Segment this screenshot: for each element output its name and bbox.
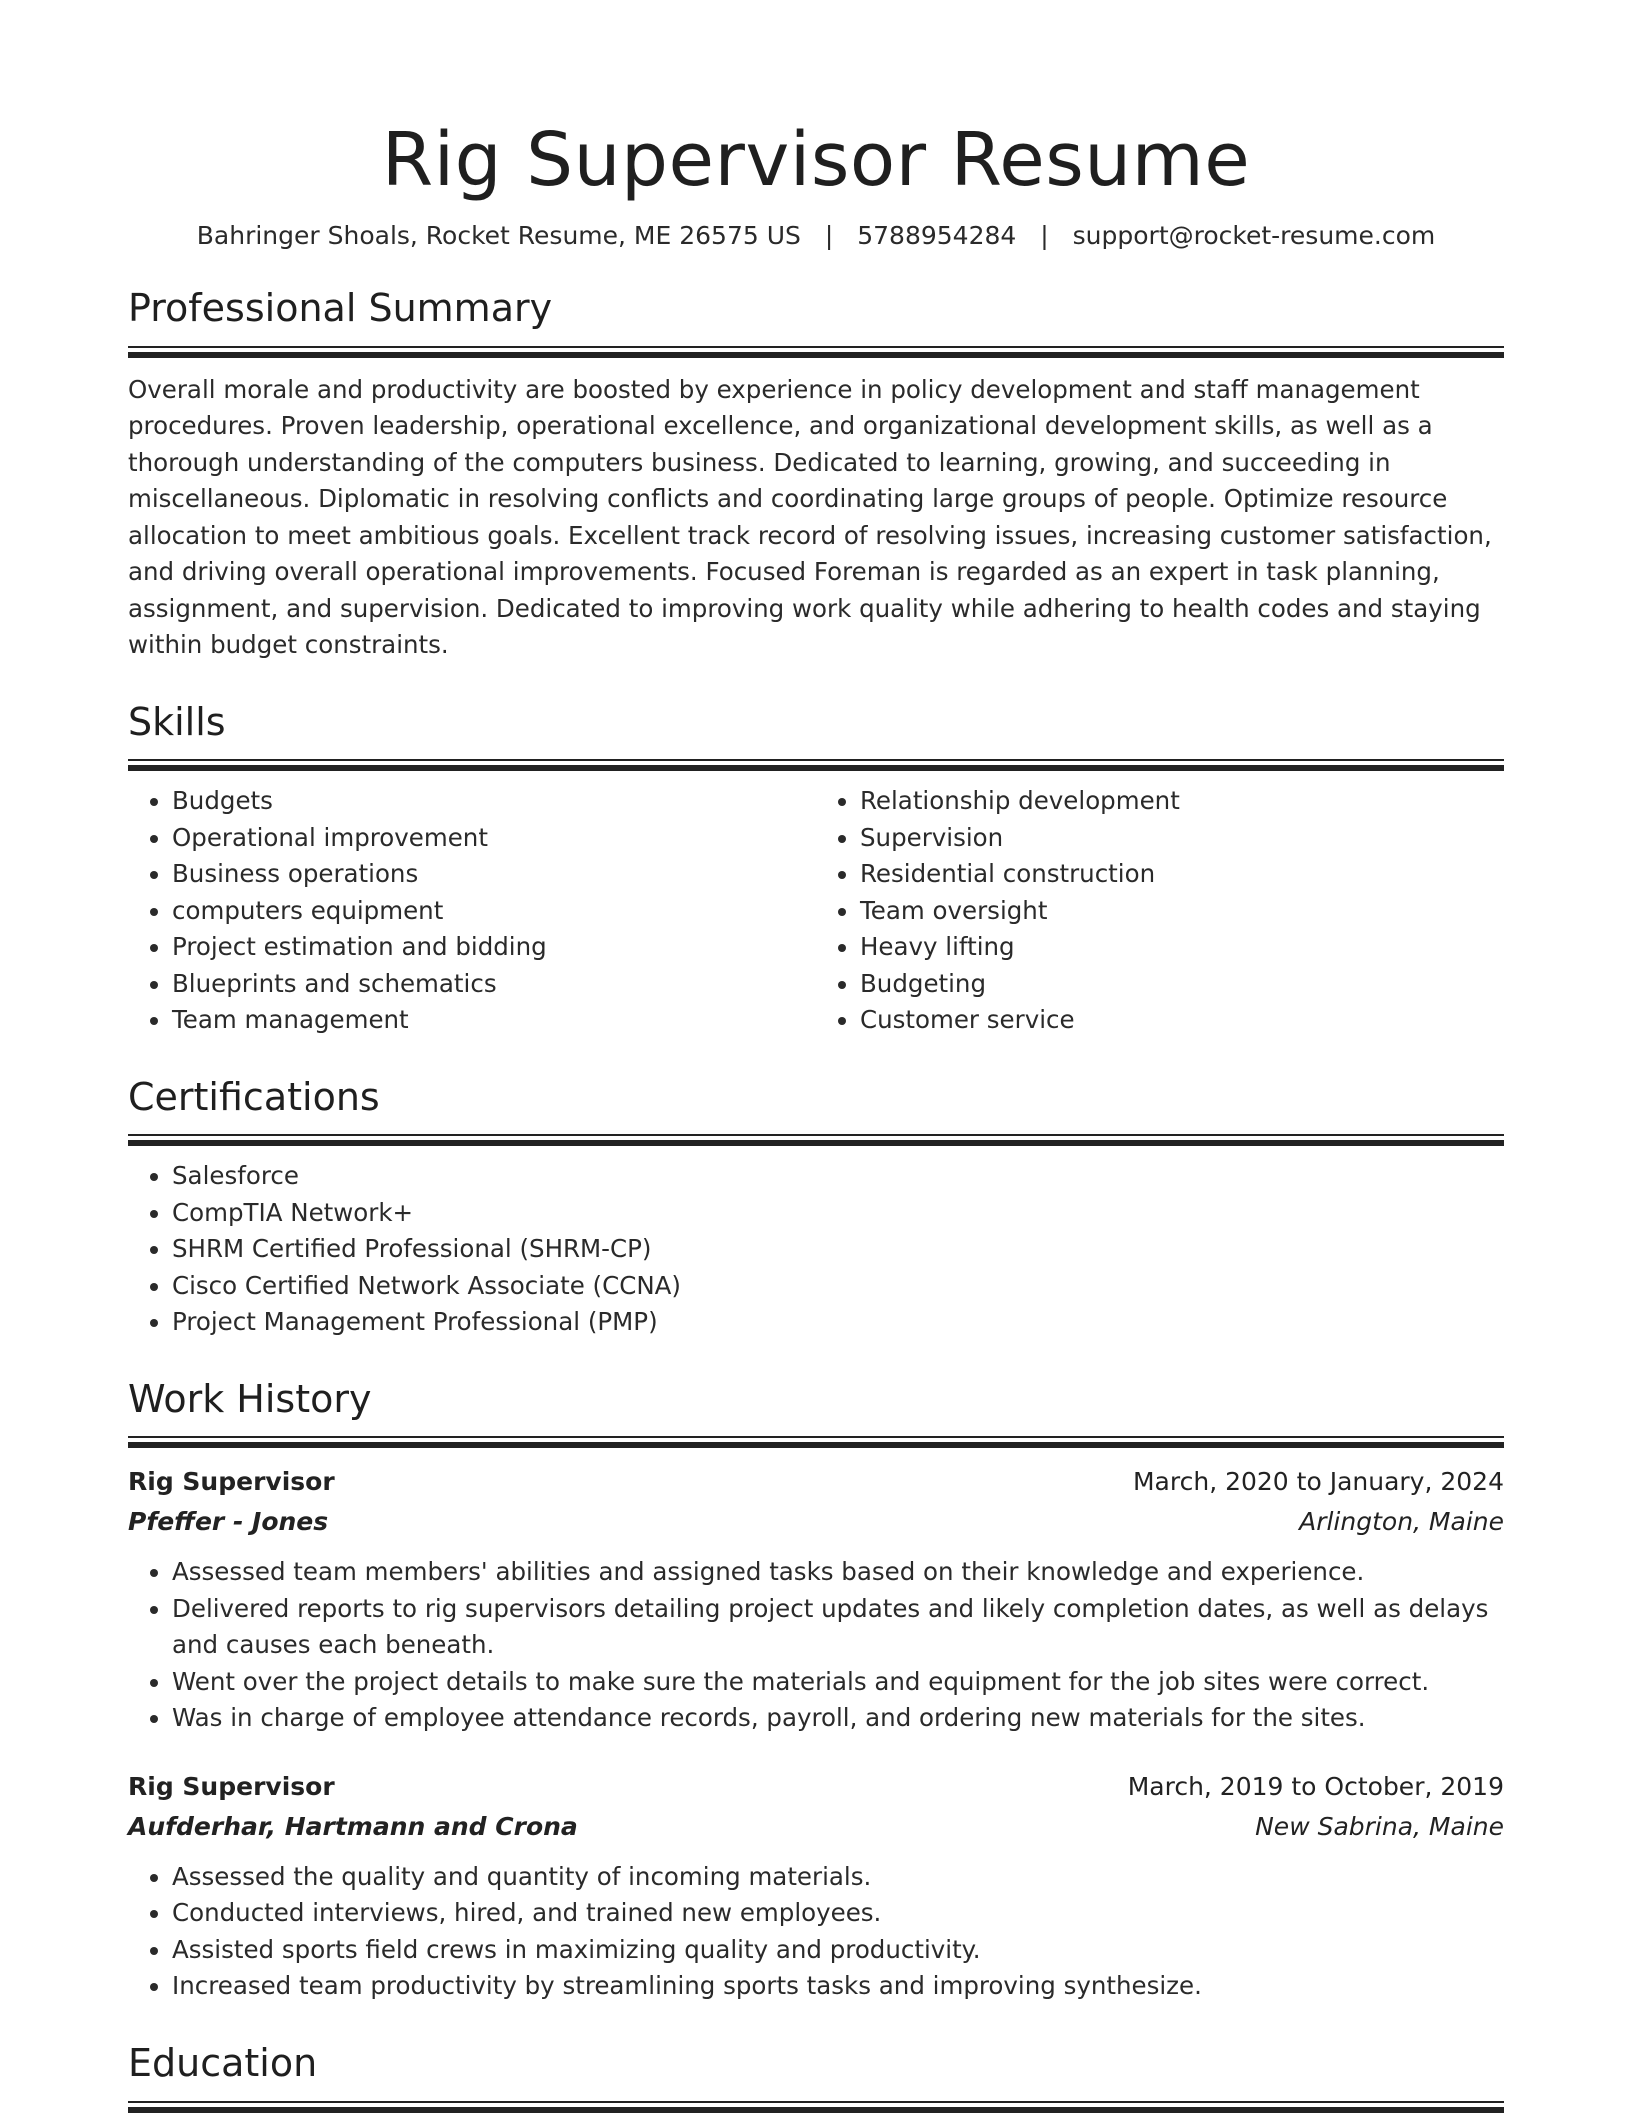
job-location: New Sabrina, Maine — [1255, 1811, 1504, 1841]
certification-item: • Project Management Professional (PMP) — [172, 1304, 1504, 1341]
certifications-list — [128, 1158, 1504, 1341]
skill-item: • computers equipment — [172, 893, 816, 930]
section-divider — [128, 1134, 1504, 1146]
contact-phone: 5788954284 — [857, 221, 1017, 251]
job-company-row — [128, 1502, 1504, 1542]
skill-item: • Relationship development — [860, 783, 1504, 820]
job-header-row — [128, 1462, 1504, 1502]
job-bullet: • Assessed team members' abilities and assigned tasks based on their knowledge and experience. — [172, 1554, 1504, 1591]
certifications-section — [128, 1075, 1504, 1341]
job-bullet: • Delivered reports to rig supervisors detailing project updates and likely completion dates, as well as delays and causes each beneath. — [172, 1591, 1504, 1664]
summary-section — [128, 286, 1504, 664]
skill-item: • Business operations — [172, 856, 816, 893]
contact-line — [128, 221, 1504, 250]
skill-item: • Operational improvement — [172, 820, 816, 857]
skill-item: • Project estimation and bidding — [172, 929, 816, 966]
skill-item: • Budgets — [172, 783, 816, 820]
job-bullets — [128, 1859, 1504, 2005]
skill-item: • Budgeting — [860, 966, 1504, 1003]
job-location: Arlington, Maine — [1299, 1507, 1504, 1537]
skills-heading: Skills — [128, 699, 226, 744]
job-entry — [128, 1767, 1504, 2005]
certifications-heading: Certifications — [128, 1074, 380, 1119]
skill-item: • Heavy lifting — [860, 929, 1504, 966]
skill-item: • Team management — [172, 1002, 816, 1039]
section-divider — [128, 1436, 1504, 1448]
skill-item: • Customer service — [860, 1002, 1504, 1039]
work-history-section — [128, 1377, 1504, 2005]
contact-separator: | — [1040, 221, 1049, 251]
skill-item: • Supervision — [860, 820, 1504, 857]
resume-title: Rig Supervisor Resume — [381, 117, 1251, 203]
contact-email: support@rocket-resume.com — [1072, 221, 1436, 251]
job-title: Rig Supervisor — [128, 1771, 335, 1801]
job-bullet: • Assisted sports field crews in maximizing quality and productivity. — [172, 1932, 1504, 1969]
skills-list-left — [128, 783, 816, 1039]
job-entry — [128, 1462, 1504, 1737]
skills-grid — [128, 771, 1504, 1039]
skills-list-right — [816, 783, 1504, 1039]
job-company: Aufderhar, Hartmann and Crona — [128, 1811, 578, 1841]
section-divider — [128, 759, 1504, 771]
job-bullets — [128, 1554, 1504, 1737]
contact-address: Bahringer Shoals, Rocket Resume, ME 26575 US — [196, 221, 801, 251]
education-section — [128, 2041, 1504, 2113]
job-dates: March, 2019 to October, 2019 — [1127, 1771, 1504, 1801]
section-divider — [128, 2101, 1504, 2113]
certification-item: • CompTIA Network+ — [172, 1195, 1504, 1232]
certification-item: • Salesforce — [172, 1158, 1504, 1195]
certification-item: • SHRM Certified Professional (SHRM-CP) — [172, 1231, 1504, 1268]
job-header-row — [128, 1767, 1504, 1807]
job-bullet: • Was in charge of employee attendance records, payroll, and ordering new materials for the sites. — [172, 1700, 1504, 1737]
skill-item: • Blueprints and schematics — [172, 966, 816, 1003]
summary-text: Overall morale and productivity are boosted by experience in policy development and staff management procedures. Proven leadership, operational excellence, and organizational development skills, as well as a thorough understanding of the computers business. Dedicated to learning, growing, and succeeding in miscellaneous. Diplomatic in resolving conflicts and coordinating large groups of people. Optimize resource allocation to meet ambitious goals. Excellent track record of resolving issues, increasing customer satisfaction, and driving overall operational improvements. Focused Foreman is regarded as an expert in task planning, assignment, and supervision. Dedicated to improving work quality while adhering to health codes and staying within budget constraints. — [128, 374, 1492, 660]
summary-heading: Professional Summary — [128, 286, 553, 331]
job-title: Rig Supervisor — [128, 1467, 335, 1497]
skill-item: • Residential construction — [860, 856, 1504, 893]
job-bullet: • Went over the project details to make sure the materials and equipment for the job sites were correct. — [172, 1664, 1504, 1701]
job-company-row — [128, 1807, 1504, 1847]
section-divider — [128, 346, 1504, 358]
skills-section — [128, 700, 1504, 1039]
job-bullet: • Conducted interviews, hired, and trained new employees. — [172, 1895, 1504, 1932]
skill-item: • Team oversight — [860, 893, 1504, 930]
job-bullet: • Assessed the quality and quantity of incoming materials. — [172, 1859, 1504, 1896]
job-dates: March, 2020 to January, 2024 — [1132, 1467, 1504, 1497]
certification-item: • Cisco Certified Network Associate (CCNA) — [172, 1268, 1504, 1305]
education-heading: Education — [128, 2040, 318, 2085]
contact-separator: | — [824, 221, 834, 251]
job-company: Pfeffer - Jones — [128, 1507, 329, 1537]
job-bullet: • Increased team productivity by streamlining sports tasks and improving synthesize. — [172, 1968, 1504, 2005]
work-history-heading: Work History — [128, 1376, 372, 1421]
